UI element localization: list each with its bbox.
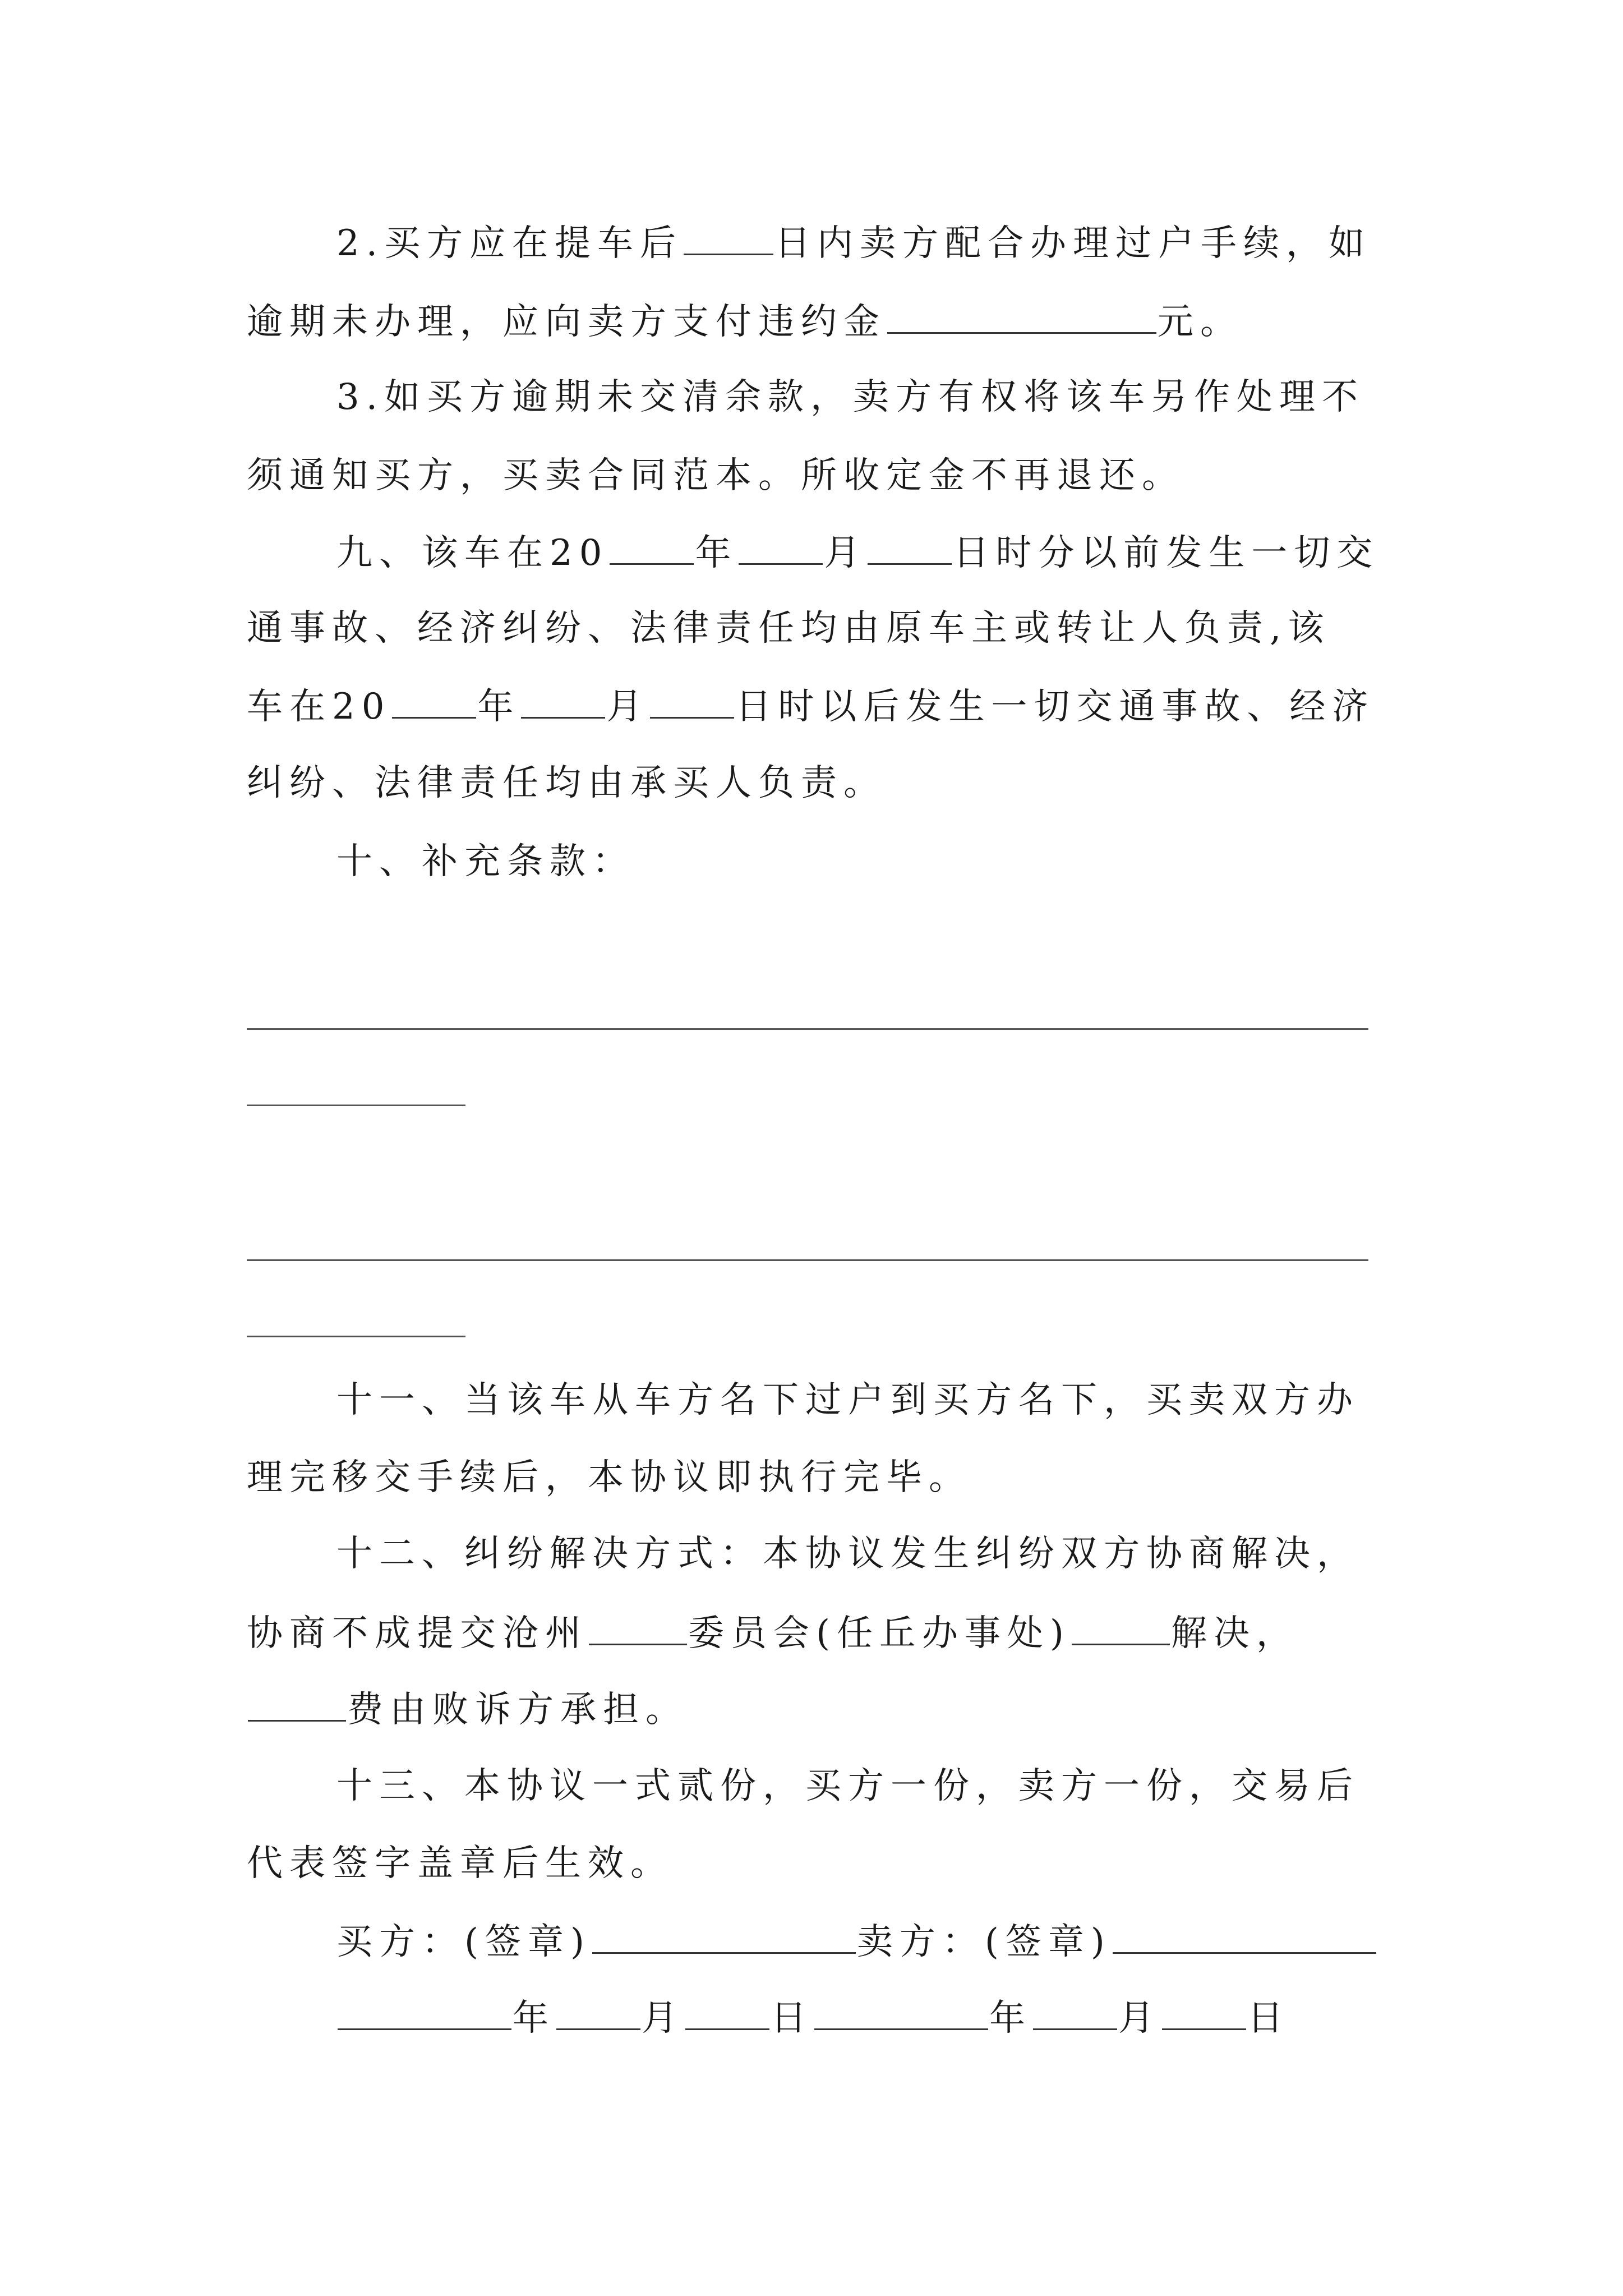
clause-13-line-2: 代表签字盖章后生效。: [247, 1843, 673, 1884]
text: 日时以后发生一切交通事故、经济: [735, 686, 1375, 728]
day-field[interactable]: [650, 683, 734, 719]
clause-8-2-line-1: [336, 220, 1371, 266]
clause-8-2-line-2: [247, 298, 1243, 344]
text: 协商不成提交沧州: [247, 1613, 588, 1654]
buyer-year-field[interactable]: [338, 1995, 511, 2030]
text: 月: [1118, 1998, 1161, 2039]
clause-12-line-3: [247, 1686, 688, 1732]
supplementary-line[interactable]: [247, 1028, 1368, 1030]
text: 日: [1247, 1998, 1290, 2039]
penalty-amount-field[interactable]: [887, 298, 1156, 334]
seller-month-field[interactable]: [1033, 1995, 1117, 2030]
text: 逾期未办理，应向卖方支付违约金: [247, 301, 886, 343]
text: 元。: [1158, 301, 1243, 343]
clause-9-line-4: 纠纷、法律责任均由承买人负责。: [247, 762, 886, 804]
signature-line: [336, 1918, 1377, 1964]
buyer-label: 买方：(签章): [336, 1921, 591, 1963]
clause-8-3-line-2: 须通知买方，买卖合同范本。所收定金不再退还。: [247, 455, 1184, 496]
text: 日: [771, 1998, 813, 2039]
text: 日时分以前发生一切交: [953, 532, 1380, 574]
text: 车在20: [247, 686, 391, 728]
year-field[interactable]: [392, 683, 476, 719]
text: 九、该车在20: [336, 532, 609, 574]
seller-signature-field[interactable]: [1113, 1918, 1376, 1954]
clause-8-3-line-1: 3.如买方逾期未交清余款，卖方有权将该车另作处理不: [336, 376, 1365, 418]
clause-9-line-1: [336, 530, 1379, 576]
blank-field[interactable]: [684, 220, 773, 255]
clause-9-line-3: [247, 683, 1375, 729]
blank-field[interactable]: [589, 1610, 687, 1645]
clause-10-heading: 十、补充条款：: [336, 841, 635, 882]
clause-11-line-2: 理完移交手续后，本协议即执行完毕。: [247, 1457, 971, 1498]
buyer-day-field[interactable]: [685, 1995, 769, 2030]
text: 月: [606, 686, 649, 728]
blank-field[interactable]: [1072, 1610, 1170, 1645]
text: 委员会(任丘办事处): [688, 1613, 1071, 1654]
text: 年: [513, 1998, 555, 2039]
buyer-month-field[interactable]: [556, 1995, 640, 2030]
buyer-signature-field[interactable]: [592, 1918, 856, 1954]
month-field[interactable]: [739, 530, 823, 565]
text: 月: [642, 1998, 684, 2039]
clause-9-line-2: 通事故、经济纠纷、法律责任均由原车主或转让人负责,该: [247, 608, 1331, 649]
text: 年: [695, 532, 738, 574]
date-line: [336, 1995, 1290, 2041]
seller-year-field[interactable]: [814, 1995, 988, 2030]
supplementary-line[interactable]: [247, 1105, 465, 1106]
seller-label: 卖方：(签章): [856, 1921, 1112, 1963]
blank-field[interactable]: [248, 1686, 346, 1722]
text: 解决，: [1170, 1613, 1299, 1654]
text: 年: [989, 1998, 1032, 2039]
clause-13-line-1: 十三、本协议一式贰份，买方一份，卖方一份，交易后: [336, 1765, 1359, 1807]
supplementary-line[interactable]: [247, 1259, 1368, 1261]
text: 年: [477, 686, 520, 728]
clause-12-line-2: [247, 1610, 1299, 1656]
year-field[interactable]: [610, 530, 694, 565]
text: 费由败诉方承担。: [347, 1689, 688, 1731]
clause-11-line-1: 十一、当该车从车方名下过户到买方名下，买卖双方办: [336, 1379, 1359, 1421]
seller-day-field[interactable]: [1162, 1995, 1246, 2030]
text: 日内卖方配合办理过户手续，如: [774, 223, 1372, 264]
text: 月: [824, 532, 867, 574]
text: 2.买方应在提车后: [336, 223, 683, 264]
clause-12-line-1: 十二、纠纷解决方式：本协议发生纠纷双方协商解决，: [336, 1533, 1359, 1575]
supplementary-line[interactable]: [247, 1336, 465, 1337]
day-field[interactable]: [868, 530, 952, 565]
month-field[interactable]: [521, 683, 605, 719]
